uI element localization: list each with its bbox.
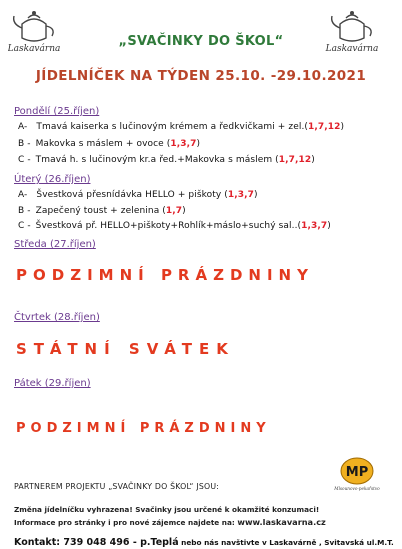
day-heading-wednesday: Středa (27.říjen) — [14, 239, 96, 250]
item-prefix: B - — [18, 139, 31, 149]
item-prefix: A- — [18, 190, 28, 200]
logo-text-left: Laskavárna — [8, 44, 60, 54]
allergens: 1,7 — [165, 206, 183, 216]
item-prefix: A- — [18, 122, 28, 132]
footer-info-text: Informace pro stránky i pro nové zájemce najdete na: — [14, 518, 238, 527]
footer-info — [14, 517, 326, 527]
item-text: Tmavá h. s lučinovým kr.a řed.+Makovka s máslem ( — [35, 155, 279, 165]
item-suffix: ) — [182, 206, 186, 216]
holiday-notice: PODZIMNÍ PRÁZDNINY — [16, 266, 314, 284]
menu-item — [18, 206, 186, 216]
allergens: 1,3,7 — [227, 190, 254, 200]
menu-item — [18, 155, 315, 165]
partner-logo — [334, 456, 380, 492]
menu-item — [18, 190, 258, 200]
allergens: 1,7,12 — [278, 155, 312, 165]
item-text: Švestková přesnídávka HELLO + piškoty ( — [36, 190, 228, 200]
item-text: Švestková př. HELLO+piškoty+Rohlík+máslo+suchý sal..( — [35, 221, 302, 231]
partner-text: PARTNEREM PROJEKTU „SVAČINKY DO ŠKOL“ JSOU: — [14, 482, 220, 491]
menu-item — [18, 122, 344, 132]
contact-label: Kontakt: 739 048 496 - p.Teplá — [14, 537, 179, 548]
contact-address: nebo nás navštivte v Laskavárně , Svitavská ul.M.T. — [178, 538, 394, 547]
day-heading-friday: Pátek (29.říjen) — [14, 378, 91, 389]
item-suffix: ) — [340, 122, 345, 132]
item-text: Makovka s máslem + ovoce ( — [35, 139, 171, 149]
item-suffix: ) — [196, 139, 201, 149]
partner-logo-text: MP — [345, 465, 369, 480]
item-suffix: ) — [253, 190, 258, 200]
logo-text-right: Laskavárna — [325, 44, 379, 54]
item-prefix: C - — [18, 155, 31, 165]
mp-bakery-logo-icon — [334, 456, 380, 492]
allergens: 1,3,7 — [301, 221, 328, 231]
footer-contact — [14, 530, 394, 549]
item-text: Tmavá kaiserka s lučinovým krémem a ředkvičkami + zel.( — [36, 122, 309, 132]
day-heading-thursday: Čtvrtek (28.říjen) — [14, 312, 100, 323]
allergens: 1,7,12 — [308, 122, 341, 132]
page-title: „SVAČINKY DO ŠKOL“ — [118, 34, 284, 49]
item-prefix: C - — [18, 221, 31, 231]
allergens: 1,3,7 — [170, 139, 197, 149]
holiday-notice: PODZIMNÍ PRÁZDNINY — [16, 421, 271, 436]
partner-logo-caption: Mlsounovo-pekařstvo — [334, 486, 380, 491]
item-prefix: B - — [18, 206, 31, 216]
website-link[interactable]: www.laskavarna.cz — [237, 517, 326, 527]
item-suffix: ) — [327, 221, 331, 231]
day-heading-tuesday: Úterý (26.říjen) — [14, 174, 91, 185]
item-suffix: ) — [311, 155, 315, 165]
menu-item — [18, 139, 200, 149]
week-subtitle: JÍDELNÍČEK NA TÝDEN 25.10. -29.10.2021 — [35, 68, 367, 84]
item-text: Zapečený toust + zelenina ( — [35, 206, 166, 216]
footer-notice: Změna jídelníčku vyhrazena! Svačinky jsou určené k okamžité konzumaci! — [14, 505, 320, 514]
menu-item — [18, 221, 331, 231]
holiday-notice: STÁTNÍ SVÁTEK — [16, 340, 235, 358]
day-heading-monday: Pondělí (25.říjen) — [14, 106, 100, 117]
